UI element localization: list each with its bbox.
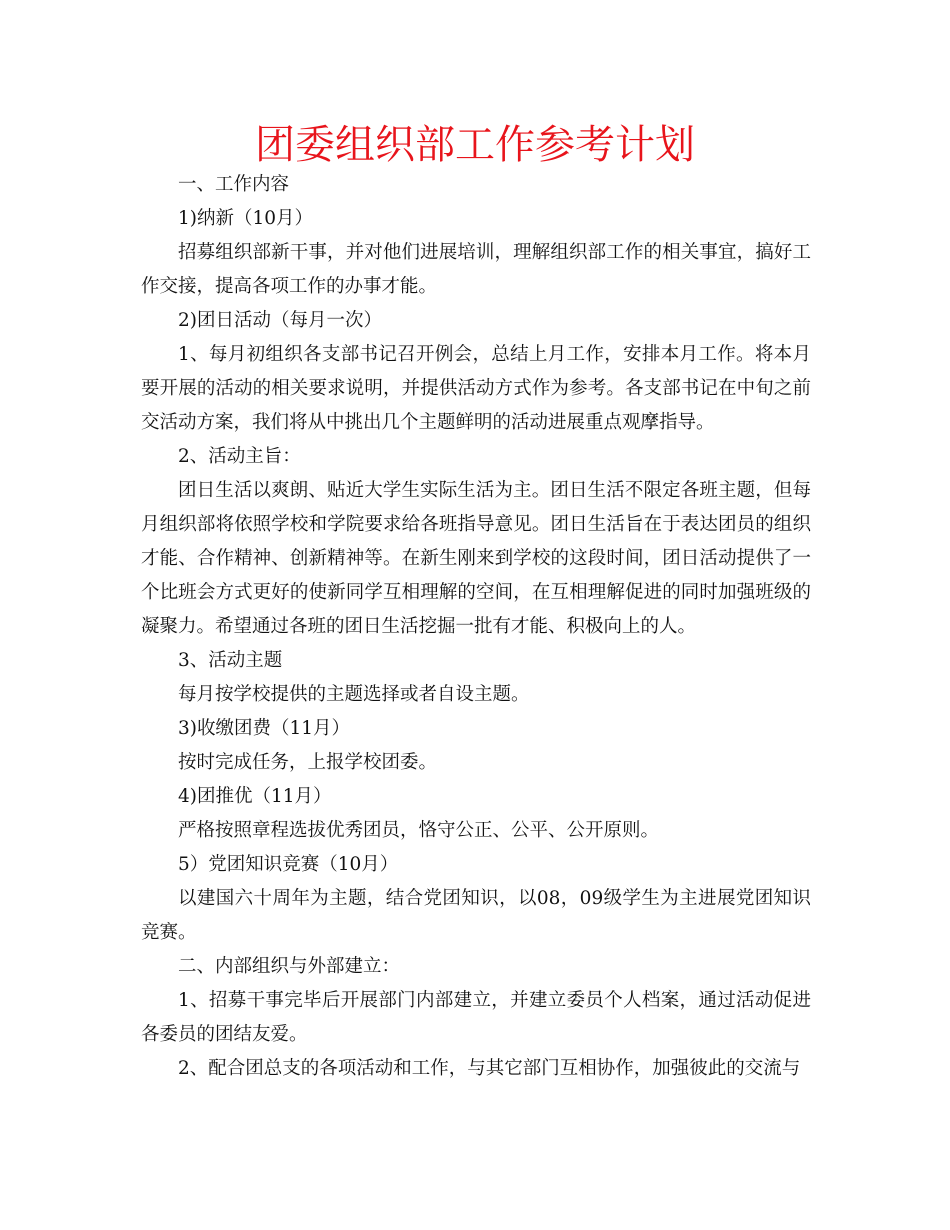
document-title: 团委组织部工作参考计划	[255, 122, 695, 168]
item-heading-recruit: 1)纳新（10月）	[178, 208, 314, 229]
item-heading-quiz: 5）党团知识竞赛（10月）	[178, 854, 399, 875]
sub-heading-activity-purpose: 2、活动主旨：	[178, 446, 301, 467]
paragraph: 1、招募干事完毕后开展部门内部建立，并建立委员个人档案，通过活动促进各委员的团结友爱。	[141, 990, 811, 1045]
paragraph: 严格按照章程选拔优秀团员，恪守公正、公平、公开原则。	[178, 820, 660, 841]
paragraph: 1、每月初组织各支部书记召开例会，总结上月工作，安排本月工作。将本月要开展的活动的相关要求说明，并提供活动方式作为参考。各支部书记在中旬之前交活动方案，我们将从中挑出几个主题鲜明的活动进展重点观摩指导。	[141, 344, 811, 433]
document-body	[141, 168, 811, 1086]
item-heading-recommend: 4)团推优（11月）	[178, 786, 332, 807]
section-heading-work-content: 一、工作内容	[178, 174, 290, 195]
item-heading-league-fees: 3)收缴团费（11月）	[178, 718, 351, 739]
paragraph: 按时完成任务，上报学校团委。	[178, 752, 438, 773]
paragraph: 以建国六十周年为主题，结合党团知识，以08，09级学生为主进展党团知识竞赛。	[141, 888, 811, 943]
paragraph: 2、配合团总支的各项活动和工作，与其它部门互相协作，加强彼此的交流与	[178, 1058, 801, 1079]
item-heading-league-day: 2)团日活动（每月一次）	[178, 310, 382, 331]
sub-heading-activity-theme: 3、活动主题	[178, 650, 283, 671]
section-heading-internal-external: 二、内部组织与外部建立：	[178, 956, 401, 977]
paragraph: 招募组织部新干事，并对他们进展培训，理解组织部工作的相关事宜，搞好工作交接，提高各项工作的办事才能。	[141, 242, 811, 297]
paragraph: 团日生活以爽朗、贴近大学生实际生活为主。团日生活不限定各班主题，但每月组织部将依照学校和学院要求给各班指导意见。团日生活旨在于表达团员的组织才能、合作精神、创新精神等。在新生刚来到学校的这段时间，团日活动提供了一个比班会方式更好的使新同学互相理解的空间，在互相理解促进的同时加强班级的凝聚力。希望通过各班的团日生活挖掘一批有才能、积极向上的人。	[141, 480, 811, 637]
paragraph: 每月按学校提供的主题选择或者自设主题。	[178, 684, 530, 705]
